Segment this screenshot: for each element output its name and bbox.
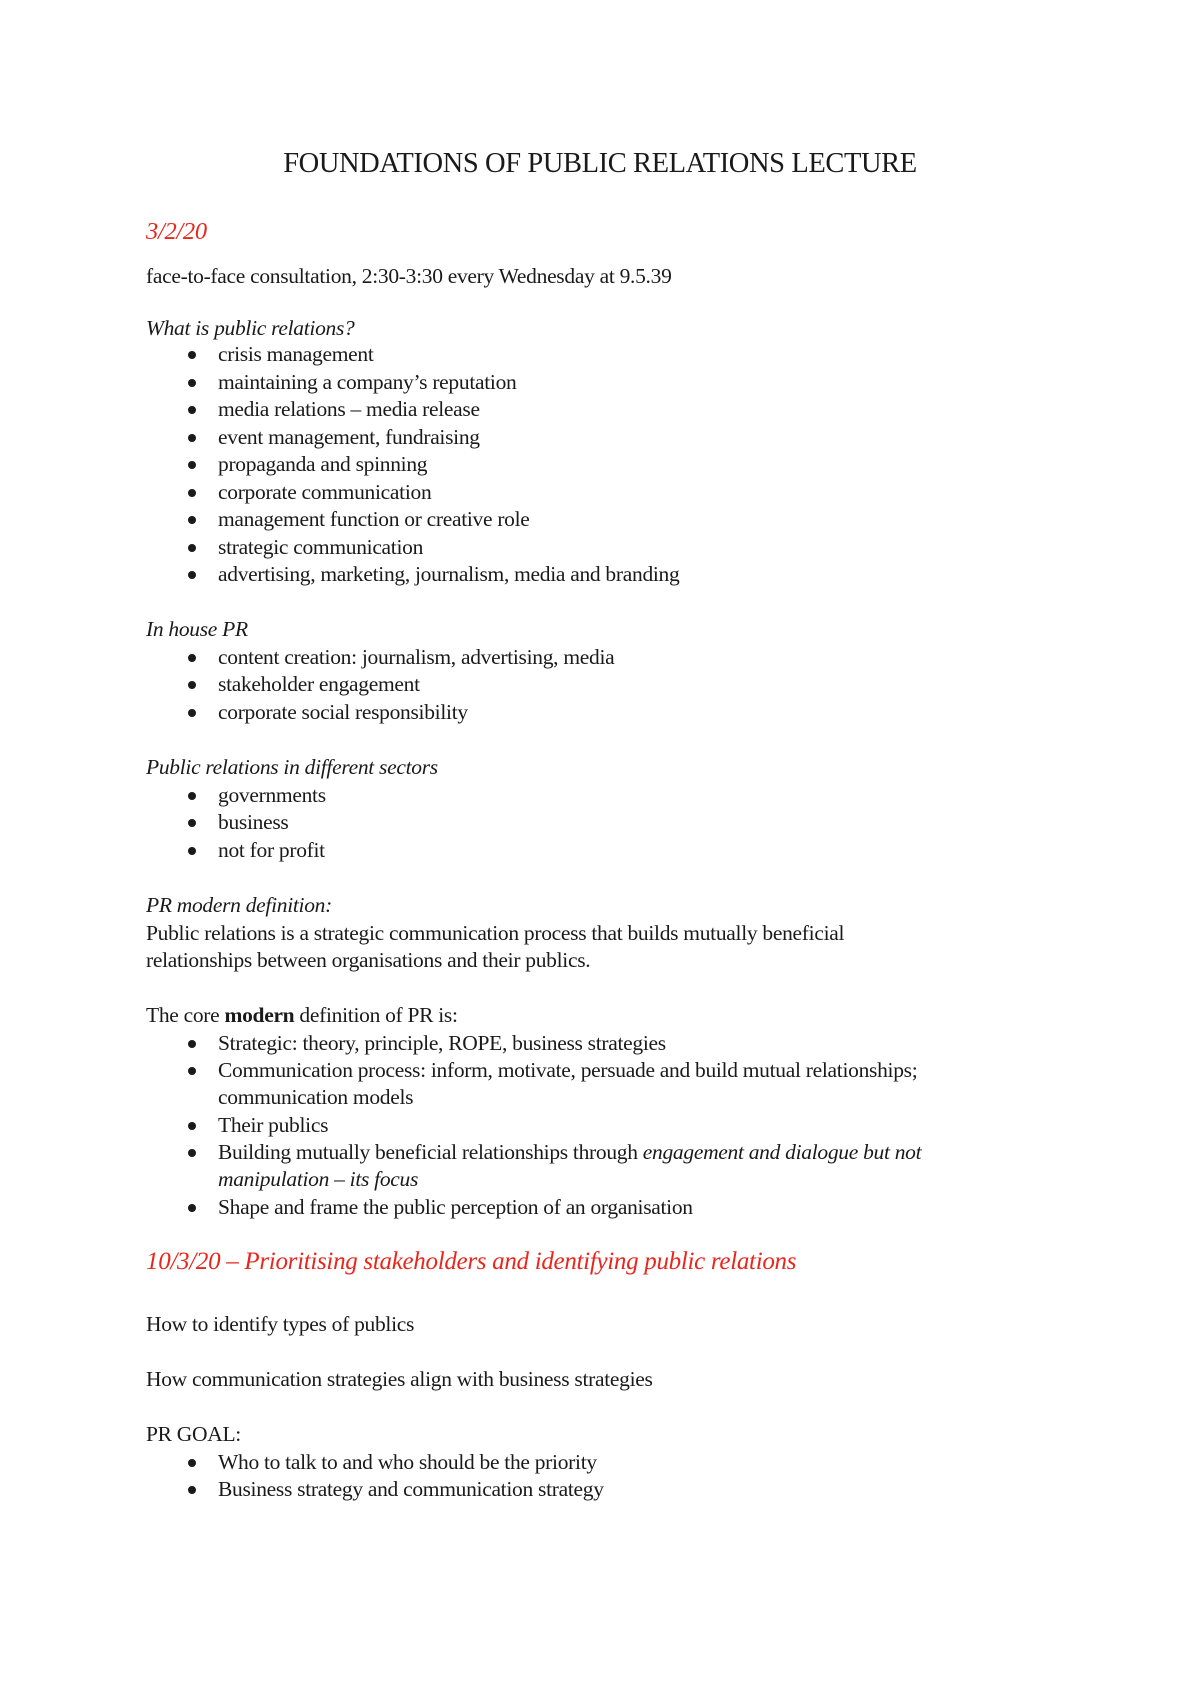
bullet-icon xyxy=(188,1204,196,1212)
document-title: FOUNDATIONS OF PUBLIC RELATIONS LECTURE xyxy=(283,148,917,179)
bullet-icon xyxy=(188,406,196,414)
modern-definition-line: Public relations is a strategic communication process that builds mutually beneficial xyxy=(146,921,845,945)
list-item: management function or creative role xyxy=(218,505,530,533)
list-item: Who to talk to and who should be the priority xyxy=(218,1448,597,1476)
bullet-icon xyxy=(188,516,196,524)
list-item: Strategic: theory, principle, ROPE, business strategies xyxy=(218,1029,666,1057)
list-item: business xyxy=(218,808,288,836)
bullet-icon xyxy=(188,792,196,800)
list-item: strategic communication xyxy=(218,533,423,561)
list-item: stakeholder engagement xyxy=(218,670,420,698)
list-item: event management, fundraising xyxy=(218,423,480,451)
modern-definition-heading: PR modern definition: xyxy=(146,893,332,917)
list-item: advertising, marketing, journalism, media and branding xyxy=(218,560,679,588)
section-heading: 10/3/20 – Prioritising stakeholders and identifying public relations xyxy=(146,1248,797,1275)
bullet-icon xyxy=(188,1122,196,1130)
modern-definition-line: relationships between organisations and their publics. xyxy=(146,948,591,972)
section-date: 3/2/20 xyxy=(146,218,207,245)
bullet-icon xyxy=(188,1459,196,1467)
bullet-icon xyxy=(188,351,196,359)
list-item: Communication process: inform, motivate, persuade and build mutual relationships; xyxy=(218,1056,917,1084)
list-item: media relations – media release xyxy=(218,395,480,423)
list-item: crisis management xyxy=(218,340,374,368)
list-item: governments xyxy=(218,781,326,809)
bullet-icon xyxy=(188,681,196,689)
core-definition-intro: The core modern definition of PR is: xyxy=(146,1003,458,1027)
list-item: maintaining a company’s reputation xyxy=(218,368,517,396)
bullet-icon xyxy=(188,1486,196,1494)
pr-goal-heading: PR GOAL: xyxy=(146,1422,241,1446)
list-item: Business strategy and communication strategy xyxy=(218,1475,604,1503)
list-item: propaganda and spinning xyxy=(218,450,427,478)
bullet-icon xyxy=(188,571,196,579)
list-item: content creation: journalism, advertising, media xyxy=(218,643,614,671)
list-item: corporate communication xyxy=(218,478,431,506)
bullet-icon xyxy=(188,489,196,497)
body-line: How communication strategies align with business strategies xyxy=(146,1367,653,1391)
bullet-icon xyxy=(188,847,196,855)
bullet-icon xyxy=(188,1067,196,1075)
bullet-icon xyxy=(188,544,196,552)
sectors-heading: Public relations in different sectors xyxy=(146,755,438,779)
bullet-icon xyxy=(188,461,196,469)
in-house-pr-heading: In house PR xyxy=(146,617,248,641)
bullet-icon xyxy=(188,654,196,662)
list-item: Shape and frame the public perception of an organisation xyxy=(218,1193,693,1221)
bullet-icon xyxy=(188,379,196,387)
list-item-continuation: communication models xyxy=(218,1085,414,1109)
bullet-icon xyxy=(188,1040,196,1048)
list-item-continuation: manipulation – its focus xyxy=(218,1167,419,1191)
bullet-icon xyxy=(188,819,196,827)
list-item: not for profit xyxy=(218,836,325,864)
bullet-icon xyxy=(188,709,196,717)
list-item: corporate social responsibility xyxy=(218,698,468,726)
bullet-icon xyxy=(188,434,196,442)
consultation-note: face-to-face consultation, 2:30-3:30 every Wednesday at 9.5.39 xyxy=(146,264,672,288)
what-is-pr-heading: What is public relations? xyxy=(146,316,355,340)
body-line: How to identify types of publics xyxy=(146,1312,415,1336)
list-item: Building mutually beneficial relationships through engagement and dialogue but not xyxy=(218,1138,921,1166)
list-item: Their publics xyxy=(218,1111,328,1139)
bullet-icon xyxy=(188,1149,196,1157)
